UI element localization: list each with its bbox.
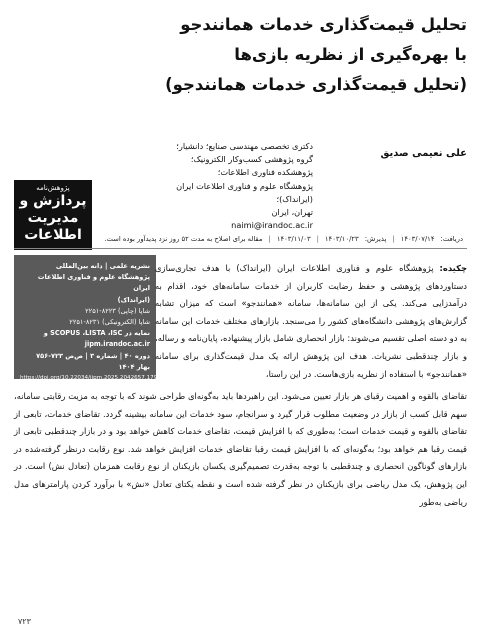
separator: | <box>316 234 319 243</box>
info-line: (ایرانداک) <box>117 295 150 304</box>
dates-bar <box>14 229 467 249</box>
abstract-text: پژوهشگاه علوم و فناوری اطلاعات ایران (ایرانداک) با هدف تجاری‌سازی دستاوردهای پژوهشی و حفظ رضایت کاربران از خدمات سامانه‌های خود، اقدام به درآمدزایی می‌کند. یکی از این سامانه‌ها، سامانه «همانندجو» است که میزان تشابه گزارش‌های پژوهشی دانشگاه‌های کشور را می‌سنجد. بازارهای مختلف خدمات این سامانه به دو دسته اصلی تقسیم می‌شوند: بازار انحصاری شامل بازار پیشنهاده، پایان‌نامه و رساله، و بازار چندقطبی نشریات. هدف این پژوهش ارائه یک مدل قیمت‌گذاری برای سامانه «همانندجو» با استفاده از نظریه بازی‌هاست. در این راستا، <box>155 263 467 379</box>
affiliation-line: گروه پژوهشی کسب‌و‌کار الکترونیک؛ <box>190 154 313 165</box>
author-name: علی نعیمی صدیق <box>380 148 467 159</box>
journal-url[interactable]: jipm.irandoc.ac.ir <box>84 340 150 349</box>
accepted-date: ۱۴۰۳/۱۱/۰۳ <box>276 234 311 243</box>
author-email[interactable]: naimi@irandoc.ac.ir <box>231 220 313 231</box>
affiliation-line: پژوهشکده فناوری اطلاعات؛ <box>217 167 313 178</box>
separator: | <box>268 234 271 243</box>
affiliation-line: تهران، ایران <box>271 207 313 218</box>
revision-note: مقاله برای اصلاح به مدت ۵۲ روز نزد پدیدآور بوده است. <box>104 234 263 243</box>
info-line: بهار ۱۴۰۴ <box>118 362 150 371</box>
received-label: دریافت: <box>440 234 463 243</box>
journal-info-box <box>14 255 161 382</box>
author-affiliation <box>163 140 313 232</box>
separator: | <box>392 234 395 243</box>
info-line: نشریه علمی | دانه بین‌المللی <box>55 262 150 270</box>
received-date: ۱۴۰۳/۰۷/۱۴ <box>400 234 435 243</box>
info-line: نمایه در SCOPUS ،LISTA ،ISC و <box>43 329 150 338</box>
affiliation-line: پژوهشگاه علوم و فناوری اطلاعات ایران (ایرانداک)؛ <box>176 180 313 204</box>
logo-text: مدیریت <box>27 210 79 226</box>
logo-text: اطلاعات <box>24 227 82 243</box>
abstract-bottom: تقاضای بالقوه و اهمیت رقبای هر بازار تعیین می‌شود. این راهبردها باید به‌گونه‌ای طراحی شوند که با توجه به مزیت رقابتی سامانه، سهم قابل کسب از بازار در وضعیت مطلوب قرار گیرد و سرانجام، سود خدمات این سامانه بیشینه گردد. تقاضای خدمات، تابعی از تقاضای بالقوه و قیمت خدمات است؛ به‌طوری که با افزایش قیمت، تقاضای خدمات کاهش خواهد بود و در بازار چندقطبی تابعی از قیمت رقبا هم خواهد بود؛ به‌گونه‌ای که با افزایش قیمت رقبا تقاضای خدمات افزایش خواهد شد. نوع رقابت درنظر گرفته‌شده در بازارهای گوناگون انحصاری و چندقطبی با توجه به‌قدرت تصمیم‌گیری یکسان بازیکنان از نوع رقابت همزمان (تعادل نش) است. در این پژوهش، یک مدل ریاضی برای بازیکنان در نظر گرفته شده است و نقطه یکتای تعادل «نش» با برآورد کردن پارامترهای مدل ریاضی به‌طور <box>14 391 467 507</box>
title-line-1: تحلیل قیمت‌گذاری خدمات همانندجو <box>180 15 467 34</box>
abstract-label: چکیده: <box>439 263 468 273</box>
abstract-top <box>155 260 467 383</box>
doi-link[interactable]: https://doi.org/10.22034/jipm.2025.2042657.1794 <box>20 375 161 382</box>
info-line: شاپا (الکترونیکی) ۸۲۳۱-۲۲۵۱ <box>69 318 150 327</box>
title-block <box>12 10 467 100</box>
logo-text: پردازش و <box>19 193 87 209</box>
revised-date: ۱۴۰۳/۱۰/۲۳ <box>324 234 359 243</box>
revised-label: پذیرش: <box>364 234 387 243</box>
info-line: پژوهشگاه علوم و فناوری اطلاعات ایران <box>37 273 150 293</box>
info-line: دوره ۴۰ | شماره ۳ | ص‌ص ۷۲۳-۷۵۶ <box>36 351 150 360</box>
page-number: ۷۲۳ <box>18 617 31 626</box>
affiliation-line: دکتری تخصصی مهندسی صنایع؛ دانشیار؛ <box>176 141 313 151</box>
info-line: شاپا (چاپی) ۸۲۲۳-۲۲۵۱ <box>85 306 150 315</box>
title-line-2: با بهره‌گیری از نظریه بازی‌ها <box>234 45 467 64</box>
title-line-3: (تحلیل قیمت‌گذاری خدمات همانندجو) <box>165 75 467 94</box>
logo-text: پژوهش‌نامه <box>36 184 70 192</box>
